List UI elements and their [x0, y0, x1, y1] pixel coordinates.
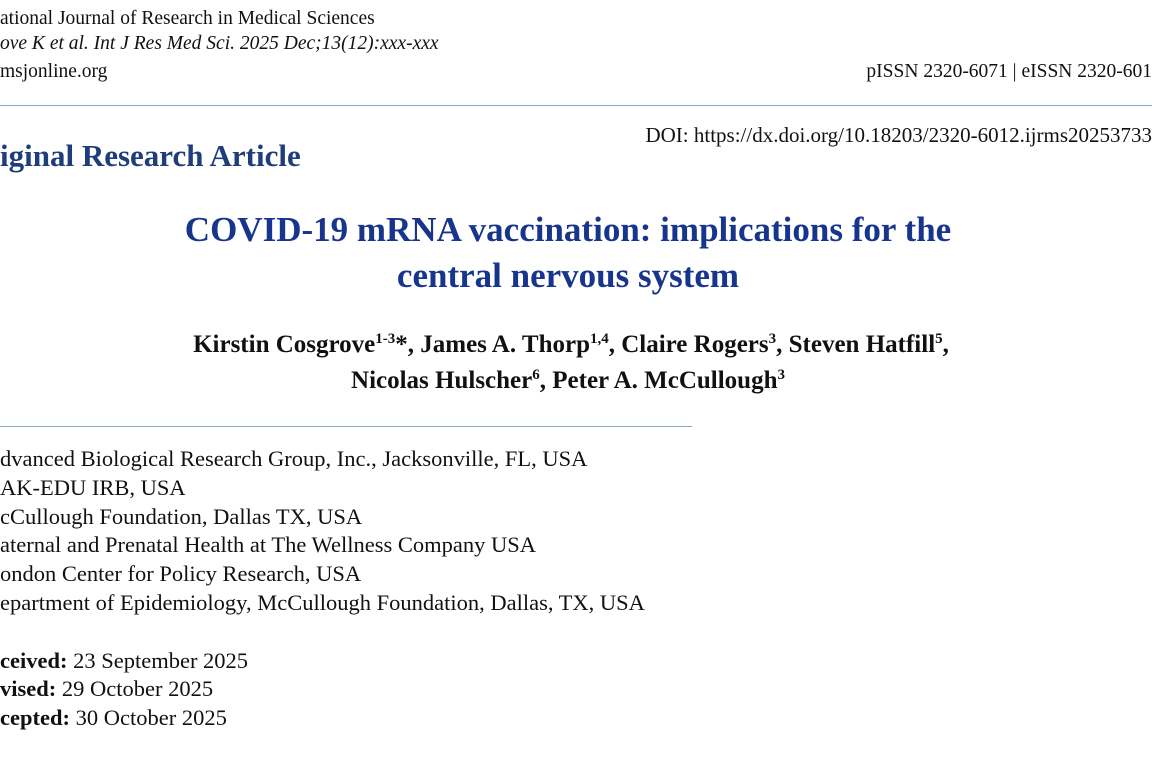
accepted-value: 30 October 2025 — [69, 705, 227, 730]
article-type: iginal Research Article — [0, 138, 301, 173]
author-affiliation-number: 5 — [935, 331, 943, 347]
affiliation-item: aternal and Prenatal Health at The Wellness Company USA — [0, 532, 536, 557]
authors-line-1 — [0, 328, 1142, 362]
affiliation-item: dvanced Biological Research Group, Inc., Jacksonville, FL, USA — [0, 446, 588, 471]
affiliation-item: epartment of Epidemiology, McCullough Foundation, Dallas, TX, USA — [0, 590, 645, 615]
affiliation-item: ondon Center for Policy Research, USA — [0, 561, 362, 586]
author-name: Claire Rogers — [621, 331, 769, 358]
author-separator: , — [942, 331, 949, 358]
article-title-line-2: central nervous system — [396, 256, 740, 295]
accepted-label: cepted: — [0, 705, 70, 730]
affiliation-item: cCullough Foundation, Dallas TX, USA — [0, 504, 363, 529]
author-affiliation-number: 3 — [768, 331, 777, 347]
author-affiliation-number: 1,4 — [589, 331, 609, 347]
author-separator: *, — [395, 331, 421, 358]
affiliation-item: AK-EDU IRB, USA — [0, 475, 186, 500]
author-affiliation-number: 1-3 — [375, 331, 396, 347]
author-affiliation-number: 6 — [532, 367, 540, 383]
author-separator: , — [608, 331, 622, 358]
citation: ove K et al. Int J Res Med Sci. 2025 Dec;13(12):xxx-xxx — [0, 33, 439, 54]
header-rule — [0, 105, 1152, 106]
revised-date — [0, 674, 213, 703]
revised-label: vised: — [0, 676, 57, 701]
author-name: Steven Hatfill — [788, 331, 936, 358]
received-label: ceived: — [0, 648, 68, 673]
author-separator: , — [776, 331, 789, 358]
affiliations-rule — [0, 426, 692, 427]
journal-website: msjonline.org — [0, 61, 108, 82]
issn: pISSN 2320-6071 | eISSN 2320-601 — [866, 61, 1152, 82]
received-date — [0, 646, 248, 675]
author-name: Nicolas Hulscher — [351, 367, 533, 394]
journal-name: ational Journal of Research in Medical Sciences — [0, 8, 375, 29]
author-name: Kirstin Cosgrove — [193, 331, 376, 358]
author-affiliation-number: 3 — [777, 367, 785, 383]
author-name: Peter A. McCullough — [552, 367, 778, 394]
doi: DOI: https://dx.doi.org/10.18203/2320-6012.ijrms20253733 — [645, 123, 1152, 147]
article-title-line-1: COVID-19 mRNA vaccination: implications for the — [184, 210, 952, 249]
revised-value: 29 October 2025 — [56, 676, 214, 701]
authors-line-2 — [0, 364, 1136, 398]
author-name: James A. Thorp — [420, 331, 590, 358]
author-separator: , — [539, 367, 553, 394]
received-value: 23 September 2025 — [67, 648, 249, 673]
accepted-date — [0, 703, 227, 732]
